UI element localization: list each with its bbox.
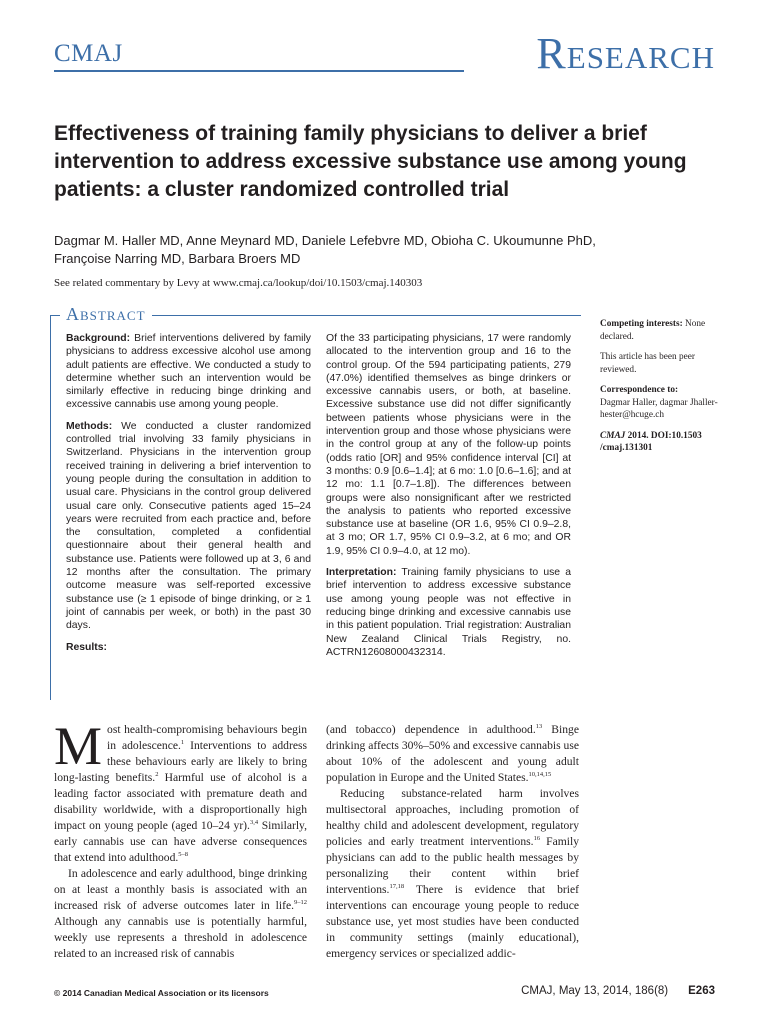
copyright-notice: © 2014 Canadian Medical Association or its licensors <box>54 988 269 998</box>
citation: CMAJ, May 13, 2014, 186(8) <box>521 985 669 997</box>
peer-review-note: This article has been peer reviewed. <box>600 352 695 375</box>
abstract-background: Background: Brief interventions delivered by family physicians to address excessive alcohol use among adult patients are effective. We conducted a study to determine whether such an intervention would be similarly effective in reducing binge drinking and excessive cannabis use among young people. <box>66 333 311 411</box>
related-commentary-link[interactable]: See related commentary by Levy at www.cmaj.ca/lookup/doi/10.1503/cmaj.140303 <box>54 277 423 289</box>
abstract-heading: Abstract <box>60 304 152 325</box>
page-footer <box>521 985 715 997</box>
body-column-right <box>326 722 579 962</box>
abstract-results: Of the 33 participating physicians, 17 were randomly allocated to the intervention group and 16 to the control group. Of the 594 participating patients, 279 (47.0%) identified themselves as binge drinkers or excessive cannabis users, or both, at baseline. Excessive substance use did not differ significantly between patients whose physicians were in the intervention group and those whose physicians were in the control group at any of the follow-up points (odds ratio [OR] and 95% confidence interval [CI] at 3 months: 0.9 [0.6–1.4]; at 6 mo: 1.0 [0.6–1.6]; and at 12 mo: 1.1 [0.7–1.8]). The differences between groups were also nonsignificant after we restricted the analysis to patients who reported excessive substance use at baseline (OR 1.6, 95% CI 0.9–2.8, at 3 mo; OR 1.7, 95% CI 0.9–3.2, at 6 mo; and OR 1.9, 95% CI 0.9–4.0, at 12 mo). <box>326 333 571 557</box>
article-sidebar <box>600 318 725 463</box>
body-paragraph-3: Reducing substance-related harm involves multisectoral approaches, including promotion of healthy child and adolescent development, regulatory policies and early treatment interventions.$^{16}$ Family physicians can add to the public health messages by personalizing their content within brief interventions.$^{17,18}$ There is evidence that brief interventions can encourage young people to reduce substance use, yet most studies have been conducted in community settings (mainly educational), emergency services or specialized addic- <box>326 787 580 960</box>
body-paragraph-2-cont: (and tobacco) dependence in adulthood.$^{13}$ Binge drinking affects 30%–50% and excessive cannabis use about 10% of the adolescent and young adult population in Europe and the United States.$^{10,14,15}$ <box>326 723 580 784</box>
header-rule <box>54 70 464 72</box>
author-line-1: Dagmar M. Haller MD, Anne Meynard MD, Daniele Lefebvre MD, Obioha C. Ukoumunne PhD, <box>54 233 596 248</box>
abstract-methods: Methods: We conducted a cluster randomized controlled trial involving 33 family physicians in Switzerland. Physicians in the intervention group received training in delivering a brief intervention to young people during the consultation in addition to usual care. Physicians in the control group delivered usual care only. Consecutive patients aged 15–24 years were recruited from each practice and, before the consultation, completed a confidential questionnaire about their general health and substance use. Patients were followed up at 3, 6 and 12 months after the consultation. The primary outcome measure was self-reported excessive substance use (≥ 1 episode of binge drinking, or ≥ 1 joint of cannabis per week, or both) in the past 30 days. <box>66 420 312 632</box>
article-title: Effectiveness of training family physicians to deliver a brief intervention to address excessive substance use among young patients: a cluster randomized controlled trial <box>54 122 687 201</box>
correspondence: Correspondence to: Dagmar Haller, dagmar Jhaller-hester@hcuge.ch <box>600 385 718 420</box>
journal-logo: CMAJ <box>54 40 123 67</box>
abstract-column-right <box>326 332 571 667</box>
correspondence-email[interactable]: dagmar Jhaller-hester@hcuge.ch <box>600 397 718 420</box>
drop-cap: M <box>54 716 103 776</box>
author-list <box>54 232 714 268</box>
body-paragraph-1: Most health-compromising behaviours begin in adolescence.$^1$ Interventions to address these behaviours early are likely to bring long-lasting benefits.$^2$ Harmful use of alcohol is a leading factor associated with premature death and disability worldwide, with a disproportionally high impact on young people (aged 10–24 yr).$^{3,4}$ Similarly, early cannabis use can have adverse consequences that extend into adulthood.$^{5-8}$ <box>54 716 307 864</box>
body-paragraph-2: In adolescence and early adulthood, binge drinking on at least a monthly basis is associated with an increased risk of adverse outcomes later in life.$^{9-12}$ Although any cannabis use is potentially harmful, weekly use represents a threshold in adolescence related to an increased risk of cannabis <box>54 867 307 960</box>
abstract-interpretation: Interpretation: Training family physicians to use a brief intervention to address excessive substance use among young people was not effective in reducing binge drinking and excessive cannabis use in this patient population. Trial registration: Australian New Zealand Clinical Trials Registry, no. ACTRN12608000432314. <box>326 567 571 658</box>
body-column-left <box>54 716 307 962</box>
section-heading: Research <box>536 29 715 78</box>
abstract-results-heading: Results: <box>66 641 107 653</box>
competing-interests: Competing interests: None declared. <box>600 319 706 342</box>
article-doi: CMAJ 2014. DOI:10.1503 /cmaj.131301 <box>600 430 702 453</box>
page-number: E263 <box>688 985 715 997</box>
abstract-column-left <box>66 332 311 654</box>
author-line-2: Françoise Narring MD, Barbara Broers MD <box>54 251 301 266</box>
